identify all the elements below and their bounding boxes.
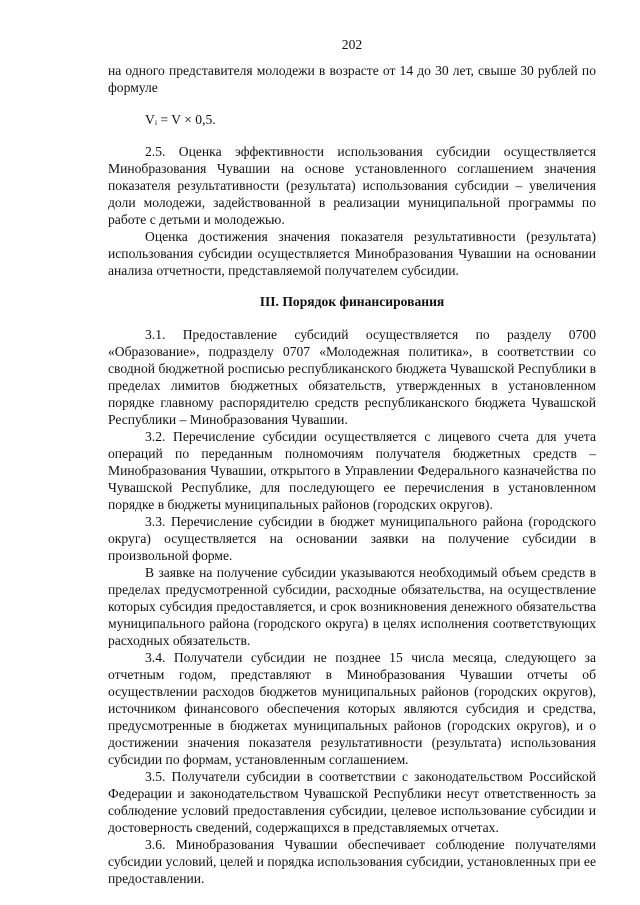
paragraph-2-5: 2.5. Оценка эффективности использования субсидии осуществляется Минобразования Чувашии на основе установленного соглашением значения показателя результативности (результата) использования субсидии – увеличения доли молодежи, задействованной в реализации муниципальной программы по работе с детьми и молодежью. <box>108 144 596 227</box>
paragraph-3-5: 3.5. Получатели субсидии в соответствии с законодательством Российской Федерации и законодательством Чувашской Республики несут ответственность за соблюдение условий предоставления субсидии, целевое использование субсидии и достоверность сведений, содержащихся в представляемых отчетах. <box>108 769 596 835</box>
paragraph-3-2: 3.2. Перечисление субсидии осуществляется с лицевого счета для учета операций по переданным полномочиям получателя бюджетных средств – Минобразования Чувашии, открытого в Управлении Федерального казначейства по Чувашской Республике, для последующего ее перечисления в установленном порядке в бюджеты муниципальных районов (городских округов). <box>108 429 596 512</box>
paragraph-3-3: 3.3. Перечисление субсидии в бюджет муниципального района (городского округа) осуществляется на основании заявки на получение субсидии в произвольной форме. <box>108 514 596 563</box>
paragraph-3-1: 3.1. Предоставление субсидий осуществляется по разделу 0700 «Образование», подразделу 0707 «Молодежная политика», в соответствии со сводной бюджетной росписью республиканского бюджета Чувашской Республики в пределах лимитов бюджетных обязательств, утвержденных в установленном порядке главному распорядителю средств республиканского бюджета Чувашской Республики – Минобразования Чувашии. <box>108 327 596 427</box>
paragraph-3-4: 3.4. Получатели субсидии не позднее 15 числа месяца, следующего за отчетным годом, представляют в Минобразования Чувашии отчеты об осуществлении расходов бюджетов муниципальных районов (городских округов), источником финансового обеспечения которых являются субсидия и средства, предусмотренные в бюджетах муниципальных районов (городских округов), и о достижении значения показателя результативности (результата) использования субсидии по формам, установленным соглашением. <box>108 650 596 767</box>
formula: Vᵢ = V × 0,5. <box>145 112 216 127</box>
section-heading: III. Порядок финансирования <box>259 294 445 309</box>
paragraph-evaluation: Оценка достижения значения показателя результативности (результата) использования субсидии осуществляется Минобразования Чувашии на основании анализа отчетности, представляемой получателем субсидии. <box>108 229 596 278</box>
paragraph-application: В заявке на получение субсидии указываются необходимый объем средств в пределах предусмотренной субсидии, расходные обязательства, на осуществление которых субсидия предоставляется, и срок возникновения денежного обязательства муниципального района (городского округа) в целях исполнения соответствующих расходных обязательств. <box>108 565 596 648</box>
paragraph-3-6: 3.6. Минобразования Чувашии обеспечивает соблюдение получателями субсидии условий, целей и порядка использования субсидии, установленных при ее предоставлении. <box>108 837 596 886</box>
intro-paragraph: на одного представителя молодежи в возрасте от 14 до 30 лет, свыше 30 рублей по формуле <box>108 63 596 95</box>
page-number: 202 <box>341 37 363 52</box>
document-page <box>108 36 596 887</box>
